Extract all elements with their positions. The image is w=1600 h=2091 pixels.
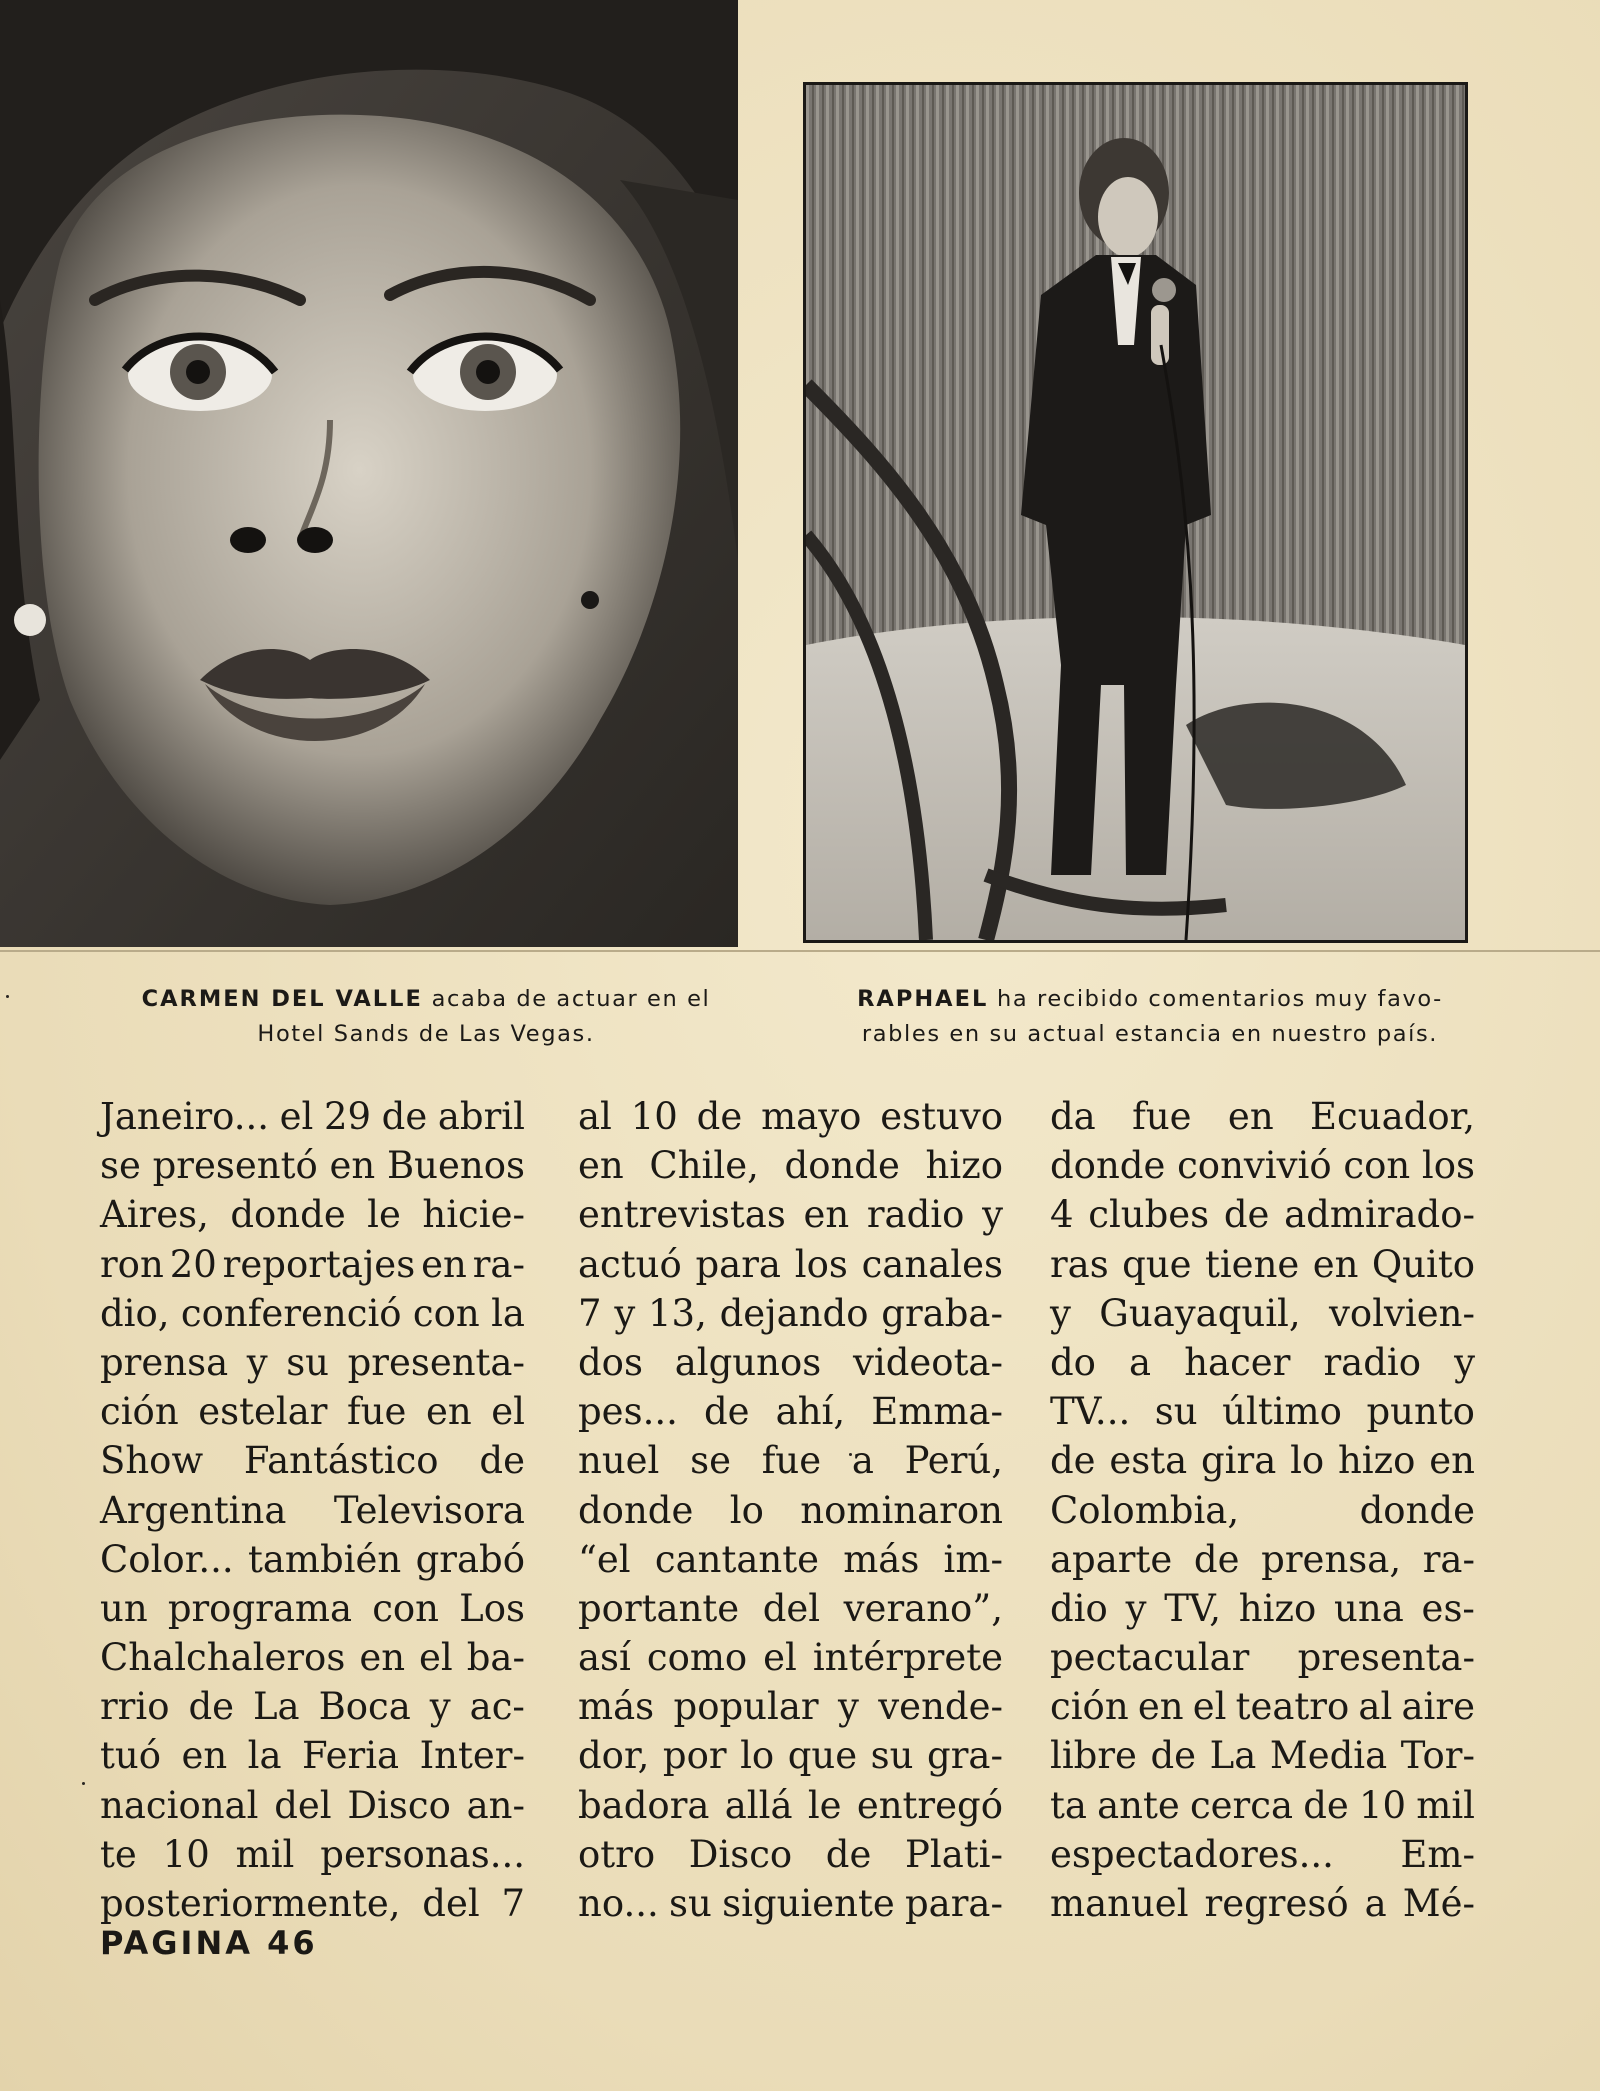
article-word: Plati-: [904, 1832, 1003, 1876]
article-word: donde: [1050, 1144, 1166, 1188]
article-word: de: [1303, 1783, 1349, 1827]
article-word: hizo: [1337, 1439, 1416, 1483]
article-line: [100, 1436, 525, 1485]
article-word: 10: [1358, 1783, 1407, 1827]
article-word: Mé-: [1402, 1882, 1475, 1925]
article-line: [1050, 1092, 1475, 1141]
article-word: y: [614, 1291, 636, 1335]
article-word: portante: [578, 1586, 740, 1630]
article-word: más: [578, 1685, 655, 1729]
article-word: abril: [437, 1095, 525, 1138]
article-word: videota-: [852, 1340, 1003, 1384]
article-line: [578, 1141, 1003, 1190]
article-word: Chile,: [649, 1144, 759, 1188]
article-word: de: [188, 1685, 235, 1729]
article-line: [100, 1535, 525, 1584]
article-line: [1050, 1436, 1475, 1485]
article-word: su: [1154, 1390, 1198, 1434]
article-word: en: [1137, 1685, 1184, 1729]
article-word: entregó: [856, 1783, 1003, 1827]
article-word: 7: [578, 1291, 602, 1335]
article-word: regresó: [1204, 1882, 1349, 1925]
article-word: 20: [169, 1242, 217, 1286]
article-word: de: [703, 1390, 750, 1434]
article-word: al: [578, 1095, 612, 1138]
article-line: [1050, 1190, 1475, 1239]
article-word: tuó: [100, 1734, 161, 1778]
article-line: [100, 1731, 525, 1780]
article-word: en: [421, 1242, 467, 1286]
article-word: un: [100, 1586, 148, 1630]
article-word: y: [1125, 1586, 1147, 1630]
article-word: “el: [578, 1537, 631, 1581]
article-word: fue: [761, 1439, 822, 1483]
article-word: dio: [1050, 1586, 1108, 1630]
article-word: de: [825, 1832, 872, 1876]
article-word: ron: [100, 1242, 164, 1286]
article-line: [578, 1486, 1003, 1535]
article-word: nominaron: [800, 1488, 1003, 1532]
article-word: Color...: [100, 1537, 234, 1581]
article-word: los: [1421, 1144, 1475, 1188]
article-line: [100, 1289, 525, 1338]
article-word: volvien-: [1329, 1291, 1475, 1335]
article-word: popular: [673, 1685, 819, 1729]
article-line: [1050, 1535, 1475, 1584]
article-line: [1050, 1584, 1475, 1633]
article-word: an-: [466, 1783, 525, 1827]
article-word: último: [1222, 1390, 1342, 1434]
article-word: tiene: [1204, 1242, 1300, 1286]
print-speck: [82, 1782, 85, 1785]
article-word: Disco: [347, 1783, 451, 1827]
article-line: [1050, 1486, 1475, 1535]
article-word: cantante: [654, 1537, 819, 1581]
article-word: canales: [861, 1242, 1003, 1286]
caption-right-text-2: rables en su actual estancia en nuestro país.: [861, 1021, 1439, 1047]
article-word: donde: [1359, 1488, 1475, 1532]
article-word: hicie-: [422, 1193, 525, 1237]
article-word: de: [1150, 1734, 1197, 1778]
article-word: 29: [323, 1095, 372, 1138]
article-word: siguiente: [722, 1882, 895, 1925]
article-word: Janeiro...: [100, 1095, 270, 1138]
article-word: posteriormente,: [100, 1882, 401, 1925]
article-line: [100, 1240, 525, 1289]
article-word: radio: [866, 1193, 965, 1237]
article-word: y: [429, 1685, 451, 1729]
article-word: dio,: [100, 1291, 170, 1335]
article-line: [1050, 1338, 1475, 1387]
article-word: graba-: [881, 1291, 1003, 1335]
article-word: ras: [1050, 1242, 1109, 1286]
article-column-1: [100, 1092, 525, 1928]
caption-raphael: [820, 982, 1480, 1052]
article-word: Em-: [1400, 1832, 1475, 1876]
article-line: [578, 1535, 1003, 1584]
article-word: grabó: [415, 1537, 525, 1581]
article-word: en: [425, 1390, 472, 1434]
article-line: [100, 1830, 525, 1879]
article-word: prensa,: [1261, 1537, 1402, 1581]
caption-right-name: RAPHAEL: [857, 986, 989, 1012]
article-word: 13,: [647, 1291, 707, 1335]
article-word: hizo: [1238, 1586, 1317, 1630]
article-word: a: [851, 1439, 874, 1483]
article-line: [100, 1190, 525, 1239]
article-word: ahí,: [775, 1390, 846, 1434]
article-word: y: [982, 1193, 1003, 1237]
article-word: 10: [630, 1095, 678, 1138]
article-word: convivió: [1177, 1144, 1332, 1188]
article-word: Chalchaleros: [100, 1636, 346, 1680]
article-line: [578, 1387, 1003, 1436]
article-word: donde: [578, 1488, 694, 1532]
article-word: Emma-: [871, 1390, 1003, 1434]
article-word: como: [646, 1636, 748, 1680]
article-word: algunos: [674, 1340, 822, 1384]
print-speck: [849, 1453, 852, 1456]
article-word: 10: [162, 1832, 210, 1876]
article-word: mil: [1416, 1783, 1475, 1827]
article-word: Fantástico: [243, 1439, 439, 1483]
photo-carmen-del-valle: [0, 0, 738, 947]
article-word: se: [690, 1439, 731, 1483]
article-word: el: [279, 1095, 314, 1138]
article-word: con: [372, 1586, 440, 1630]
article-word: cerca: [1189, 1783, 1294, 1827]
article-word: con: [412, 1291, 480, 1335]
caption-left-name: CARMEN DEL VALLE: [141, 986, 423, 1012]
article-word: ción: [100, 1390, 179, 1434]
article-line: [578, 1338, 1003, 1387]
article-word: le: [807, 1783, 842, 1827]
article-word: su: [669, 1882, 712, 1925]
article-word: hizo: [925, 1144, 1003, 1188]
article-word: que: [787, 1734, 858, 1778]
article-word: a: [1364, 1882, 1387, 1925]
article-word: y: [837, 1685, 859, 1729]
article-word: de: [381, 1095, 428, 1138]
article-word: vende-: [878, 1685, 1003, 1729]
article-word: Media: [1269, 1734, 1388, 1778]
article-line: [100, 1682, 525, 1731]
article-word: donde: [230, 1193, 346, 1237]
article-word: fue: [1132, 1095, 1192, 1138]
article-line: [578, 1731, 1003, 1780]
article-word: también: [247, 1537, 402, 1581]
print-speck: [6, 995, 9, 998]
article-word: al: [1358, 1685, 1393, 1729]
article-line: [1050, 1682, 1475, 1731]
article-word: por: [662, 1734, 727, 1778]
article-word: dos: [578, 1340, 643, 1384]
article-word: lo: [1290, 1439, 1325, 1483]
page-number: PAGINA 46: [100, 1924, 318, 1962]
article-word: Televisora: [333, 1488, 525, 1532]
article-word: La: [1209, 1734, 1257, 1778]
article-word: lo: [740, 1734, 775, 1778]
article-word: badora: [578, 1783, 710, 1827]
article-word: ra-: [1422, 1537, 1475, 1581]
photo-divider: [0, 950, 1600, 952]
article-word: Feria: [301, 1734, 400, 1778]
article-line: [100, 1141, 525, 1190]
article-word: Quito: [1371, 1242, 1475, 1286]
article-word: Show: [100, 1439, 204, 1483]
article-word: ción: [1050, 1685, 1129, 1729]
article-word: entrevistas: [578, 1193, 786, 1237]
article-word: de: [1193, 1537, 1240, 1581]
article-word: una: [1334, 1586, 1404, 1630]
article-word: Guayaquil,: [1099, 1291, 1301, 1335]
article-line: [1050, 1731, 1475, 1780]
article-word: Ecuador,: [1310, 1095, 1475, 1138]
caption-left-text-1: acaba de actuar en el: [422, 986, 711, 1012]
article-word: que: [1122, 1242, 1192, 1286]
article-line: [1050, 1633, 1475, 1682]
article-word: rrio: [100, 1685, 170, 1729]
caption-right-text-1: ha recibido comentarios muy favo-: [988, 986, 1443, 1012]
article-line: [578, 1879, 1003, 1928]
article-line: [1050, 1289, 1475, 1338]
photo-raphael: [803, 82, 1468, 943]
article-line: [100, 1584, 525, 1633]
article-word: punto: [1366, 1390, 1475, 1434]
article-word: presentó: [152, 1144, 318, 1188]
article-word: en: [181, 1734, 228, 1778]
article-line: [578, 1781, 1003, 1830]
article-word: de: [1223, 1193, 1270, 1237]
article-line: [578, 1240, 1003, 1289]
article-word: así: [578, 1636, 631, 1680]
article-line: [1050, 1387, 1475, 1436]
article-line: [1050, 1781, 1475, 1830]
article-word: gira: [1201, 1439, 1277, 1483]
article-line: [100, 1781, 525, 1830]
article-word: el: [491, 1390, 525, 1434]
article-word: allá: [724, 1783, 793, 1827]
article-word: ba-: [466, 1636, 525, 1680]
article-line: [578, 1190, 1003, 1239]
article-word: intérprete: [812, 1636, 1003, 1680]
article-word: y: [1454, 1340, 1475, 1384]
article-word: TV,: [1164, 1586, 1221, 1630]
article-word: otro: [578, 1832, 656, 1876]
article-line: [578, 1830, 1003, 1879]
article-word: la: [247, 1734, 282, 1778]
article-word: reportajes: [222, 1242, 416, 1286]
article-word: Boca: [318, 1685, 411, 1729]
article-word: el: [419, 1636, 453, 1680]
article-word: lo: [729, 1488, 764, 1532]
article-word: le: [367, 1193, 401, 1237]
article-word: para: [695, 1242, 781, 1286]
article-word: admirado-: [1284, 1193, 1475, 1237]
article-word: del: [422, 1882, 480, 1925]
article-word: no...: [578, 1882, 659, 1925]
article-column-3: [1050, 1092, 1475, 1928]
article-word: y: [1050, 1291, 1071, 1335]
article-column-2: [578, 1092, 1003, 1928]
article-word: conferenció: [180, 1291, 402, 1335]
article-word: TV...: [1050, 1390, 1131, 1434]
article-word: en: [1312, 1242, 1359, 1286]
article-word: clubes: [1088, 1193, 1210, 1237]
article-word: del: [762, 1586, 821, 1630]
article-word: ac-: [469, 1685, 525, 1729]
article-word: personas...: [320, 1832, 525, 1876]
article-line: [100, 1338, 525, 1387]
article-word: manuel: [1050, 1882, 1189, 1925]
article-word: Tor-: [1400, 1734, 1475, 1778]
article-word: nacional: [100, 1783, 259, 1827]
article-word: actuó: [578, 1242, 682, 1286]
article-line: [1050, 1141, 1475, 1190]
article-word: presenta-: [347, 1340, 525, 1384]
article-word: Buenos: [386, 1144, 525, 1188]
article-line: [1050, 1830, 1475, 1879]
article-word: en: [359, 1636, 406, 1680]
article-word: de: [1050, 1439, 1096, 1483]
article-line: [100, 1387, 525, 1436]
article-word: esta: [1109, 1439, 1188, 1483]
article-line: [100, 1879, 525, 1928]
article-word: libre: [1050, 1734, 1137, 1778]
article-line: [1050, 1240, 1475, 1289]
article-word: su: [870, 1734, 914, 1778]
article-word: nuel: [578, 1439, 660, 1483]
article-line: [1050, 1879, 1475, 1928]
article-word: programa: [167, 1586, 353, 1630]
article-word: del: [274, 1783, 332, 1827]
article-word: de: [479, 1439, 525, 1483]
article-word: más: [843, 1537, 920, 1581]
article-word: en: [1227, 1095, 1274, 1138]
article-word: de: [696, 1095, 743, 1138]
article-word: su: [286, 1340, 330, 1384]
article-word: fue: [347, 1390, 407, 1434]
article-word: el: [1192, 1685, 1227, 1729]
article-line: [578, 1584, 1003, 1633]
article-word: estuvo: [880, 1095, 1003, 1138]
article-word: prensa: [100, 1340, 229, 1384]
article-word: estelar: [198, 1390, 328, 1434]
article-word: Inter-: [419, 1734, 525, 1778]
article-word: mil: [235, 1832, 295, 1876]
article-line: [578, 1289, 1003, 1338]
article-word: Argentina: [100, 1488, 287, 1532]
article-word: Disco: [688, 1832, 793, 1876]
article-word: aire: [1401, 1685, 1475, 1729]
caption-carmen-del-valle: [96, 982, 756, 1052]
article-word: radio: [1323, 1340, 1422, 1384]
article-line: [100, 1486, 525, 1535]
article-word: verano”,: [843, 1586, 1003, 1630]
article-word: y: [246, 1340, 268, 1384]
article-word: con: [1343, 1144, 1411, 1188]
article-word: pes...: [578, 1390, 678, 1434]
article-line: [578, 1633, 1003, 1682]
article-line: [578, 1092, 1003, 1141]
article-word: da: [1050, 1095, 1096, 1138]
article-word: ra-: [472, 1242, 525, 1286]
article-word: en: [803, 1193, 850, 1237]
article-word: gra-: [927, 1734, 1003, 1778]
article-word: para-: [905, 1882, 1003, 1925]
article-word: 4: [1050, 1193, 1074, 1237]
article-word: Los: [459, 1586, 525, 1630]
article-word: ante: [1097, 1783, 1180, 1827]
article-word: en: [578, 1144, 624, 1188]
article-word: la: [491, 1291, 525, 1335]
article-word: a: [1129, 1340, 1152, 1384]
article-word: dor,: [578, 1734, 650, 1778]
article-word: 7: [501, 1882, 525, 1925]
article-word: se: [100, 1144, 141, 1188]
article-word: espectadores...: [1050, 1832, 1334, 1876]
article-word: te: [100, 1832, 137, 1876]
article-word: es-: [1421, 1586, 1475, 1630]
article-word: Perú,: [904, 1439, 1003, 1483]
article-word: en: [1429, 1439, 1475, 1483]
article-line: [578, 1436, 1003, 1485]
article-word: los: [794, 1242, 848, 1286]
article-line: [100, 1633, 525, 1682]
article-word: el: [763, 1636, 797, 1680]
article-word: do: [1050, 1340, 1096, 1384]
article-word: hacer: [1184, 1340, 1291, 1384]
article-word: presenta-: [1297, 1636, 1475, 1680]
article-word: en: [329, 1144, 376, 1188]
article-word: pectacular: [1050, 1636, 1250, 1680]
article-word: ta: [1050, 1783, 1087, 1827]
article-word: im-: [943, 1537, 1003, 1581]
article-line: [100, 1092, 525, 1141]
article-word: dejando: [719, 1291, 869, 1335]
article-word: Aires,: [100, 1193, 209, 1237]
article-word: donde: [784, 1144, 900, 1188]
article-word: aparte: [1050, 1537, 1173, 1581]
article-word: mayo: [761, 1095, 862, 1138]
caption-left-text-2: Hotel Sands de Las Vegas.: [257, 1021, 595, 1047]
article-word: Colombia,: [1050, 1488, 1240, 1532]
article-word: La: [252, 1685, 300, 1729]
article-word: teatro: [1235, 1685, 1350, 1729]
article-line: [578, 1682, 1003, 1731]
